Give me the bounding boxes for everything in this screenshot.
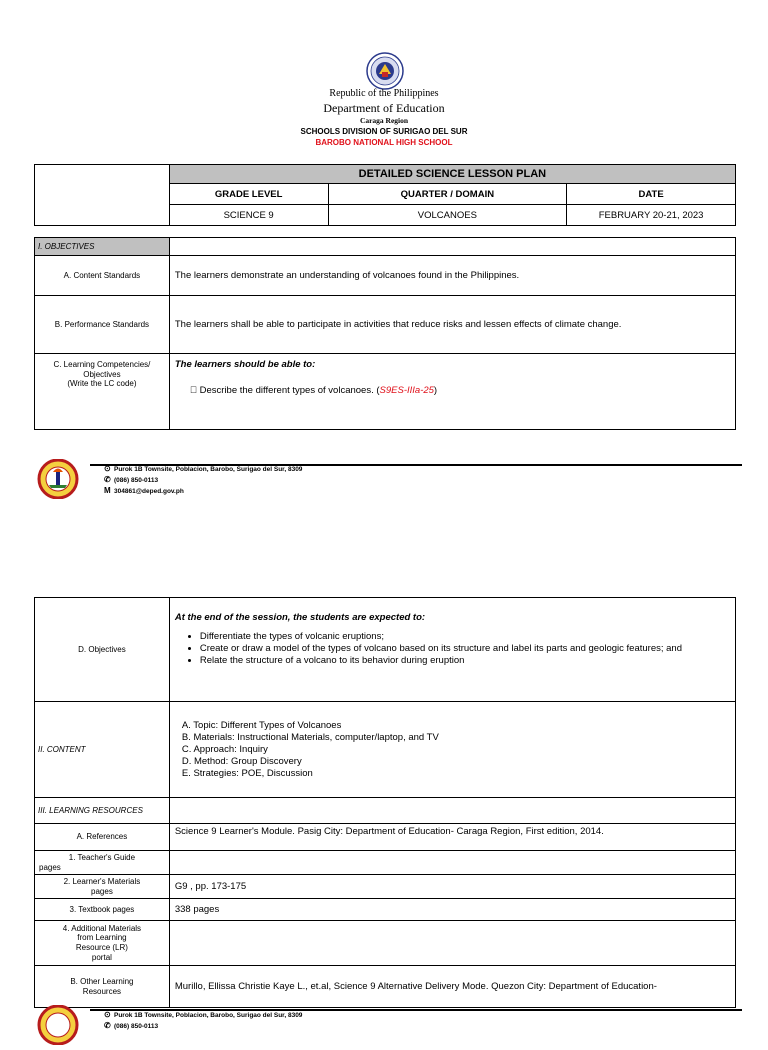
footer-phone-row <box>104 475 302 486</box>
am-label-line4: portal <box>91 952 112 962</box>
lm-label-line1: 2. Learner's Materials <box>63 876 141 886</box>
ol-label-line1: B. Other Learning <box>70 976 134 986</box>
additional-materials-label <box>35 921 170 966</box>
performance-standards-label: B. Performance Standards <box>35 296 170 354</box>
list-item: B. Materials: Instructional Materials, computer/laptop, and TV <box>181 731 439 743</box>
d-objectives-cell <box>169 598 735 702</box>
d-objectives-label: D. Objectives <box>35 598 170 702</box>
location-icon: ⊙ <box>104 1010 111 1019</box>
objectives-table <box>34 237 736 430</box>
email-icon: M <box>104 486 111 495</box>
lesson-body-table <box>34 597 736 1008</box>
lc-item-text: Describe the different types of volcanoes. ( <box>189 385 370 396</box>
quarter-domain-value: VOLCANOES <box>328 205 567 226</box>
school-seal-logo <box>34 459 82 504</box>
am-label-line3: Resource (LR) <box>75 943 128 952</box>
lm-label-line2: pages <box>91 886 113 896</box>
quarter-domain-heading: QUARTER / DOMAIN <box>328 184 567 205</box>
list-item: • Create or draw a model of the types of volcano based on its structure and label its parts and geologic features; and <box>200 643 735 655</box>
learning-competencies-cell <box>169 354 735 430</box>
teachers-guide-blank <box>169 851 735 875</box>
d-objectives-list <box>170 631 735 667</box>
learning-resources-label: III. LEARNING RESOURCES <box>35 798 170 824</box>
additional-materials-blank <box>169 921 735 966</box>
footer-contact-2 <box>104 1010 302 1032</box>
date-value: FEBRUARY 20-21, 2023 <box>567 205 736 226</box>
lesson-plan-header-table <box>34 164 736 226</box>
footer-address-row <box>104 464 302 475</box>
other-resources-label <box>35 966 170 1008</box>
teachers-guide-label <box>35 851 170 875</box>
lc-close: ) <box>424 385 428 396</box>
list-item: • Relate the structure of a volcano to its behavior during eruption <box>200 655 735 667</box>
footer2-address-row <box>104 1010 302 1021</box>
lc-label-line2: Objectives <box>83 369 121 379</box>
list-item: E. Strategies: POE, Discussion <box>181 767 313 779</box>
lc-label-line3: (Write the LC code) <box>67 379 137 389</box>
references-label: A. References <box>35 824 170 851</box>
phone-icon: ✆ <box>104 1021 111 1030</box>
objectives-section-label: I. OBJECTIVES <box>35 238 170 256</box>
lc-intro: The learners should be able to: <box>174 359 316 370</box>
lc-item <box>170 385 735 396</box>
header-republic: Republic of the Philippines <box>329 88 439 99</box>
tg-label-line2: pages <box>39 862 61 872</box>
textbook-pages-text: 338 pages <box>169 899 735 921</box>
learning-competencies-label <box>35 354 170 430</box>
lc-code: S9ES-IIIa-25 <box>369 385 425 396</box>
ol-label-line2: Resources <box>82 986 122 996</box>
list-item: D. Method: Group Discovery <box>181 755 302 767</box>
am-label-line2: from Learning <box>77 933 127 943</box>
content-standards-label: A. Content Standards <box>35 256 170 296</box>
footer-contact <box>104 464 302 497</box>
header-school: BAROBO NATIONAL HIGH SCHOOL <box>315 138 453 147</box>
footer-phone: (086) 850-0113 <box>114 477 159 484</box>
am-label-line1: 4. Additional Materials <box>62 923 142 933</box>
references-text: Science 9 Learner's Module. Pasig City: Department of Education- Caraga Region, First edition, 2014. <box>169 824 735 851</box>
other-resources-text: Murillo, Ellissa Christie Kaye L., et.al, Science 9 Alternative Delivery Mode. Quezon City: Department of Education- <box>169 966 735 1008</box>
performance-standards-text: The learners shall be able to participate in activities that reduce risks and lessen effects of climate change. <box>169 296 735 354</box>
list-item: C. Approach: Inquiry <box>181 743 268 755</box>
learners-materials-label <box>35 875 170 899</box>
list-item: A. Topic: Different Types of Volcanoes <box>181 719 342 731</box>
date-heading: DATE <box>567 184 736 205</box>
header-department: Department of Education <box>323 101 445 115</box>
grade-level-value: SCIENCE 9 <box>169 205 328 226</box>
grade-level-heading: GRADE LEVEL <box>169 184 328 205</box>
phone-icon: ✆ <box>104 475 111 484</box>
school-seal-logo-2 <box>34 1005 82 1050</box>
footer2-phone: (086) 850-0113 <box>114 1023 159 1030</box>
lesson-plan-title: DETAILED SCIENCE LESSON PLAN <box>169 165 735 184</box>
content-section-label: II. CONTENT <box>35 702 170 798</box>
header-division: SCHOOLS DIVISION OF SURIGAO DEL SUR <box>300 127 468 136</box>
content-section-cell <box>169 702 735 798</box>
footer2-address: Purok 1B Townsite, Poblacion, Barobo, Surigao del Sur, 8309 <box>114 1012 303 1019</box>
footer-email-row <box>104 486 302 497</box>
objectives-section-blank <box>169 238 735 256</box>
textbook-pages-label: 3. Textbook pages <box>35 899 170 921</box>
d-objectives-intro: At the end of the session, the students are expected to: <box>174 612 426 623</box>
bullet-icon <box>190 385 197 396</box>
footer2-phone-row <box>104 1021 302 1032</box>
footer-address: Purok 1B Townsite, Poblacion, Barobo, Surigao del Sur, 8309 <box>114 466 303 473</box>
deped-seal-logo <box>366 52 404 90</box>
header-region: Caraga Region <box>359 116 409 125</box>
content-standards-text: The learners demonstrate an understanding of volcanoes found in the Philippines. <box>169 256 735 296</box>
header-blank-cell <box>35 165 170 226</box>
learners-materials-text: G9 , pp. 173-175 <box>169 875 735 899</box>
location-icon: ⊙ <box>104 464 111 473</box>
list-item: • Differentiate the types of volcanic eruptions; <box>200 631 735 643</box>
page-footer <box>0 459 768 499</box>
tg-label-line1: 1. Teacher's Guide <box>68 852 136 862</box>
lc-label-line1: C. Learning Competencies/ <box>53 360 151 369</box>
learning-resources-blank <box>169 798 735 824</box>
footer-email: 304861@deped.gov.ph <box>114 488 184 495</box>
page-footer-2 <box>0 1005 768 1045</box>
